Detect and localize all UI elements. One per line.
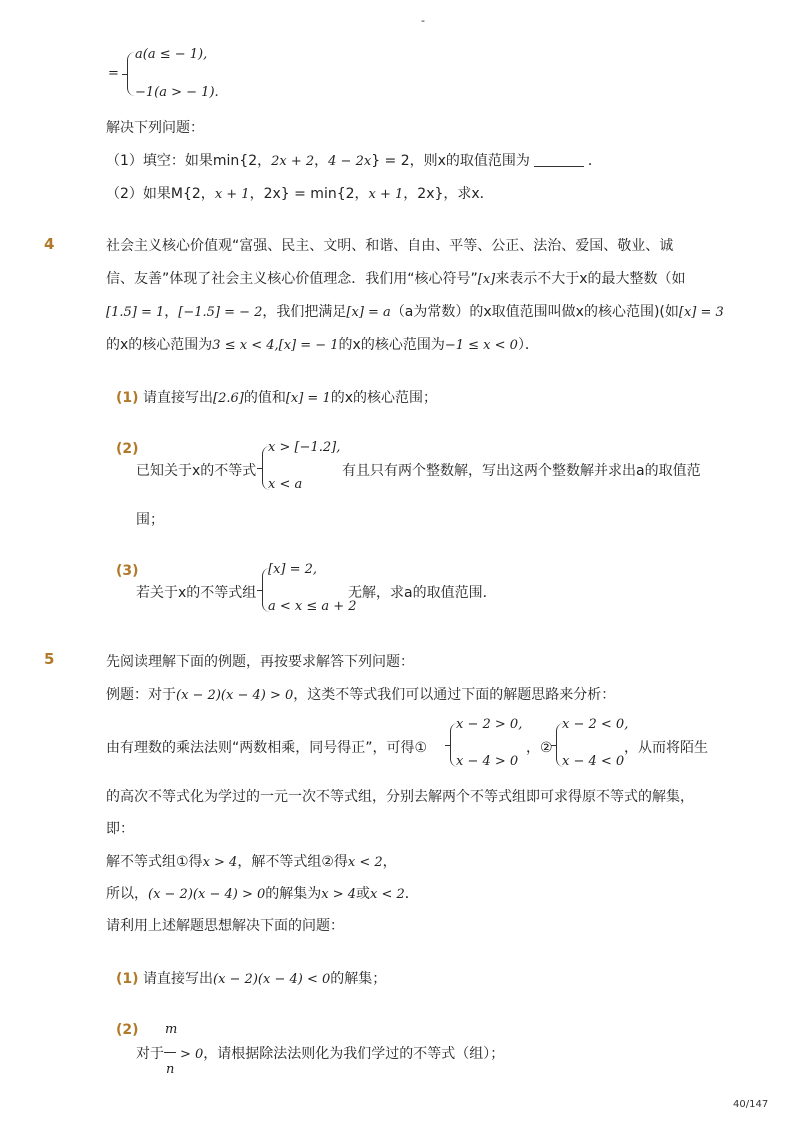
header-mark: - <box>421 14 425 27</box>
piecewise-case-1: a(a ≤ − 1), <box>135 47 208 62</box>
q5-line-2: 例题：对于(x − 2)(x − 4) > 0，这类不等式我们可以通过下面的解题思路来分析： <box>106 687 616 703</box>
q5-part-2-text-b: > 0，请根据除法法则化为我们学过的不等式（组）； <box>180 1046 505 1062</box>
q5-line-3-c: ，从而将陌生 <box>624 740 708 756</box>
solve-heading: 解决下列问题： <box>106 120 204 136</box>
fraction-denominator: n <box>166 1062 175 1077</box>
q4-part-3-case-2: a < x ≤ a + 2 <box>268 599 357 614</box>
q4-part-2-text-a: 已知关于x的不等式 <box>136 463 257 479</box>
q5-line-4: 的高次不等式化为学过的一元一次不等式组，分别去解两个不等式组即可求得原不等式的解集， <box>106 789 694 805</box>
q5-system-1-case-2: x − 4 > 0 <box>456 754 519 769</box>
answer-blank[interactable] <box>534 166 584 167</box>
q4-part-3-text-b: 无解，求a的取值范围． <box>348 585 497 601</box>
q4-line-3: [1.5] = 1，[−1.5] = − 2，我们把满足[x] = a（a为常数）的x取值范围叫做x的核心范围)(如[x] = 3 <box>106 304 724 320</box>
q5-line-8: 请利用上述解题思想解决下面的问题： <box>106 918 344 934</box>
q4-part-3-text-a: 若关于x的不等式组 <box>136 585 257 601</box>
q4-part-1: (1) 请直接写出[2.6]的值和[x] = 1的x的核心范围； <box>116 390 438 406</box>
q5-line-7: 所以，(x − 2)(x − 4) > 0的解集为x > 4或x < 2． <box>106 886 419 902</box>
q4-part-2-text-c: 围； <box>136 512 164 528</box>
q4-part-2-text-b: 有且只有两个整数解，写出这两个整数解并求出a的取值范 <box>342 463 701 479</box>
q4-part-2-number: (2) <box>116 441 139 457</box>
q5-system-2-case-2: x − 4 < 0 <box>562 754 625 769</box>
q5-system-1-case-1: x − 2 > 0, <box>456 717 523 732</box>
q5-part-2-number: (2) <box>116 1022 139 1038</box>
q4-part-3-number: (3) <box>116 563 139 579</box>
fraction-numerator: m <box>165 1022 178 1037</box>
page-number: 40/147 <box>733 1099 769 1110</box>
question-number-4: 4 <box>44 235 55 253</box>
piecewise-case-2: −1(a > − 1). <box>135 85 219 100</box>
fraction-bar <box>164 1052 176 1053</box>
q4-part-3-case-1: [x] = 2, <box>268 562 318 577</box>
q4-part-2-case-1: x > [−1.2], <box>268 440 341 455</box>
q4-line-1: 社会主义核心价值观“富强、民主、文明、和谐、自由、平等、公正、法治、爱国、敬业、诚 <box>106 238 674 254</box>
question-number-5: 5 <box>44 650 55 668</box>
piecewise-equals: = <box>108 66 119 81</box>
q5-line-1: 先阅读理解下面的例题，再按要求解答下列问题： <box>106 654 414 670</box>
q5-line-5: 即： <box>106 821 134 837</box>
q4-line-4: 的x的核心范围为3 ≤ x < 4,[x] = − 1的x的核心范围为−1 ≤ x < 0）． <box>106 337 539 353</box>
q5-line-6: 解不等式组①得x > 4，解不等式组②得x < 2， <box>106 854 397 870</box>
q5-system-2-case-1: x − 2 < 0, <box>562 717 629 732</box>
q4-line-2: 信、友善”体现了社会主义核心价值理念．我们用“核心符号”[x]来表示不大于x的最大整数（如 <box>106 271 686 287</box>
q4-part-2-case-2: x < a <box>268 477 303 492</box>
q5-part-1: (1) 请直接写出(x − 2)(x − 4) < 0的解集； <box>116 971 387 987</box>
q5-line-3-a: 由有理数的乘法法则“两数相乘，同号得正”，可得① <box>106 740 428 756</box>
q5-line-3-b: ，② <box>526 740 553 756</box>
q5-part-2-text-a: 对于 <box>136 1046 164 1062</box>
question-1-text: （1）填空：如果min{2，2x + 2，4 − 2x} = 2，则x的取值范围为 ． <box>106 153 602 169</box>
question-2-text: （2）如果M{2，x + 1，2x} = min{2，x + 1，2x}，求x． <box>106 186 494 202</box>
